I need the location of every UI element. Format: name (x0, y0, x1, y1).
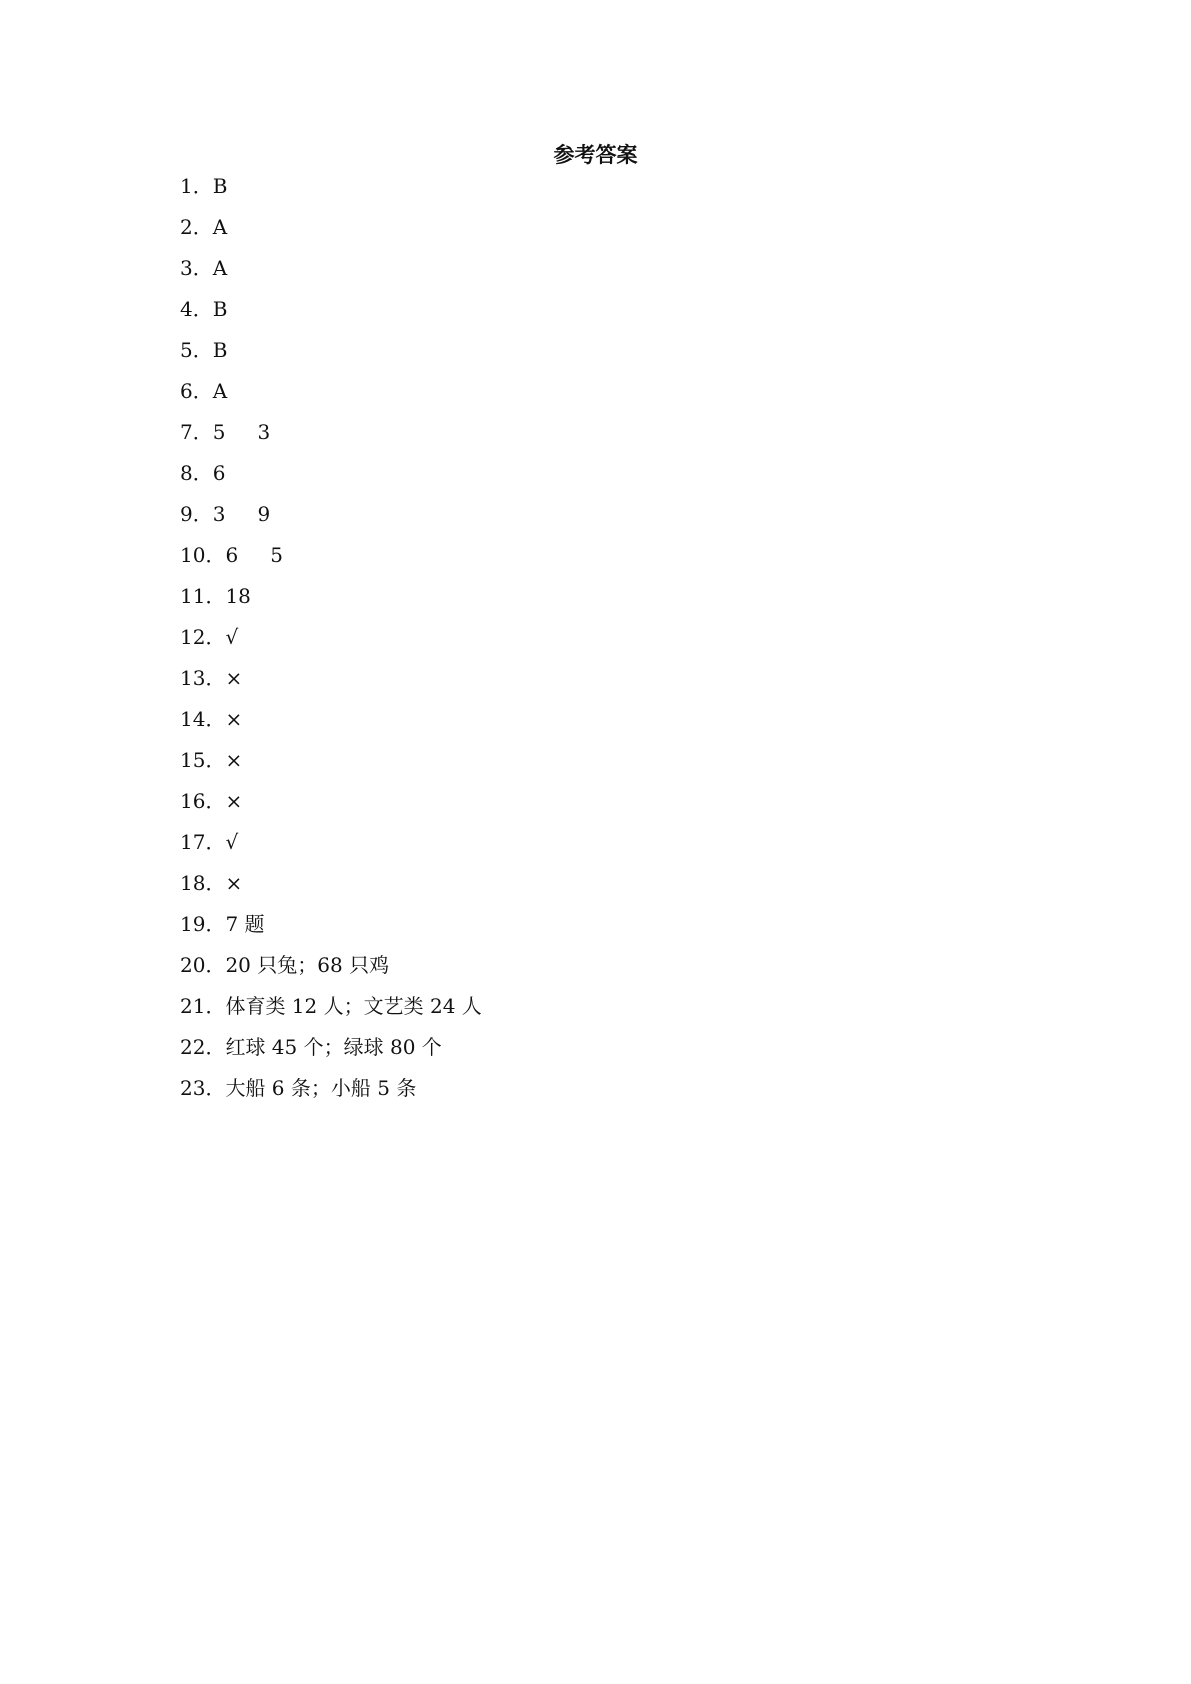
answer-value: A (212, 215, 228, 239)
answer-value: B (212, 297, 228, 321)
page-title: 参考答案 (553, 142, 638, 167)
answer-number: 14． (180, 707, 226, 731)
answer-value: 9 (257, 502, 271, 526)
answer-number: 23． (180, 1076, 226, 1100)
answer-item (180, 907, 482, 948)
answer-number: 8． (180, 461, 213, 485)
answer-value: 5 (212, 420, 226, 444)
answer-item (180, 210, 482, 251)
answer-item (180, 579, 482, 620)
answer-number: 6． (180, 379, 213, 403)
answer-item (180, 620, 482, 661)
answer-value: 红球 45 个；绿球 80 个 (225, 1035, 442, 1059)
answer-item (180, 251, 482, 292)
answer-number: 1． (180, 174, 213, 198)
answer-item (180, 456, 482, 497)
answer-item (180, 1071, 482, 1112)
answer-number: 3． (180, 256, 213, 280)
answer-number: 10． (180, 543, 226, 567)
answer-number: 2． (180, 215, 213, 239)
answer-value: √ (225, 625, 239, 649)
answer-number: 13． (180, 666, 226, 690)
answer-value: 大船 6 条；小船 5 条 (225, 1076, 417, 1100)
answer-item (180, 743, 482, 784)
answer-item (180, 825, 482, 866)
answer-value: 3 (257, 420, 271, 444)
answer-item (180, 702, 482, 743)
answer-number: 21． (180, 994, 226, 1018)
answer-number: 5． (180, 338, 213, 362)
answer-number: 11． (180, 584, 226, 608)
answer-value: 18 (225, 584, 251, 608)
answer-number: 15． (180, 748, 226, 772)
answer-value: A (212, 379, 228, 403)
answer-list (180, 169, 482, 1112)
answer-number: 4． (180, 297, 213, 321)
answer-item (180, 948, 482, 989)
answer-number: 20． (180, 953, 226, 977)
answer-item (180, 497, 482, 538)
answer-value: A (212, 256, 228, 280)
answer-item (180, 169, 482, 210)
answer-number: 16． (180, 789, 226, 813)
answer-item (180, 989, 482, 1030)
answer-number: 12． (180, 625, 226, 649)
answer-value: 20 只兔；68 只鸡 (225, 953, 390, 977)
answer-item (180, 538, 482, 579)
answer-value: 7 题 (225, 912, 265, 936)
answer-value: 5 (270, 543, 283, 567)
answer-number: 18． (180, 871, 226, 895)
answer-item (180, 292, 482, 333)
answer-number: 7． (180, 420, 213, 444)
answer-number: 19． (180, 912, 226, 936)
answer-item (180, 1030, 482, 1071)
answer-value: √ (225, 830, 239, 854)
answer-value: 体育类 12 人；文艺类 24 人 (225, 994, 482, 1018)
answer-value: × (225, 666, 243, 690)
answer-item (180, 415, 482, 456)
answer-number: 9． (180, 502, 213, 526)
answer-number: 22． (180, 1035, 226, 1059)
answer-item (180, 374, 482, 415)
answer-item (180, 866, 482, 907)
answer-number: 17． (180, 830, 226, 854)
answer-value: × (225, 707, 243, 731)
answer-value: 6 (225, 543, 239, 567)
answer-value: × (225, 871, 243, 895)
answer-value: B (212, 174, 228, 198)
answer-value: × (225, 789, 243, 813)
answer-value: 3 (212, 502, 226, 526)
answer-item (180, 661, 482, 702)
answer-value: B (212, 338, 228, 362)
answer-value: × (225, 748, 243, 772)
answer-value: 6 (212, 461, 226, 485)
answer-item (180, 333, 482, 374)
answer-item (180, 784, 482, 825)
